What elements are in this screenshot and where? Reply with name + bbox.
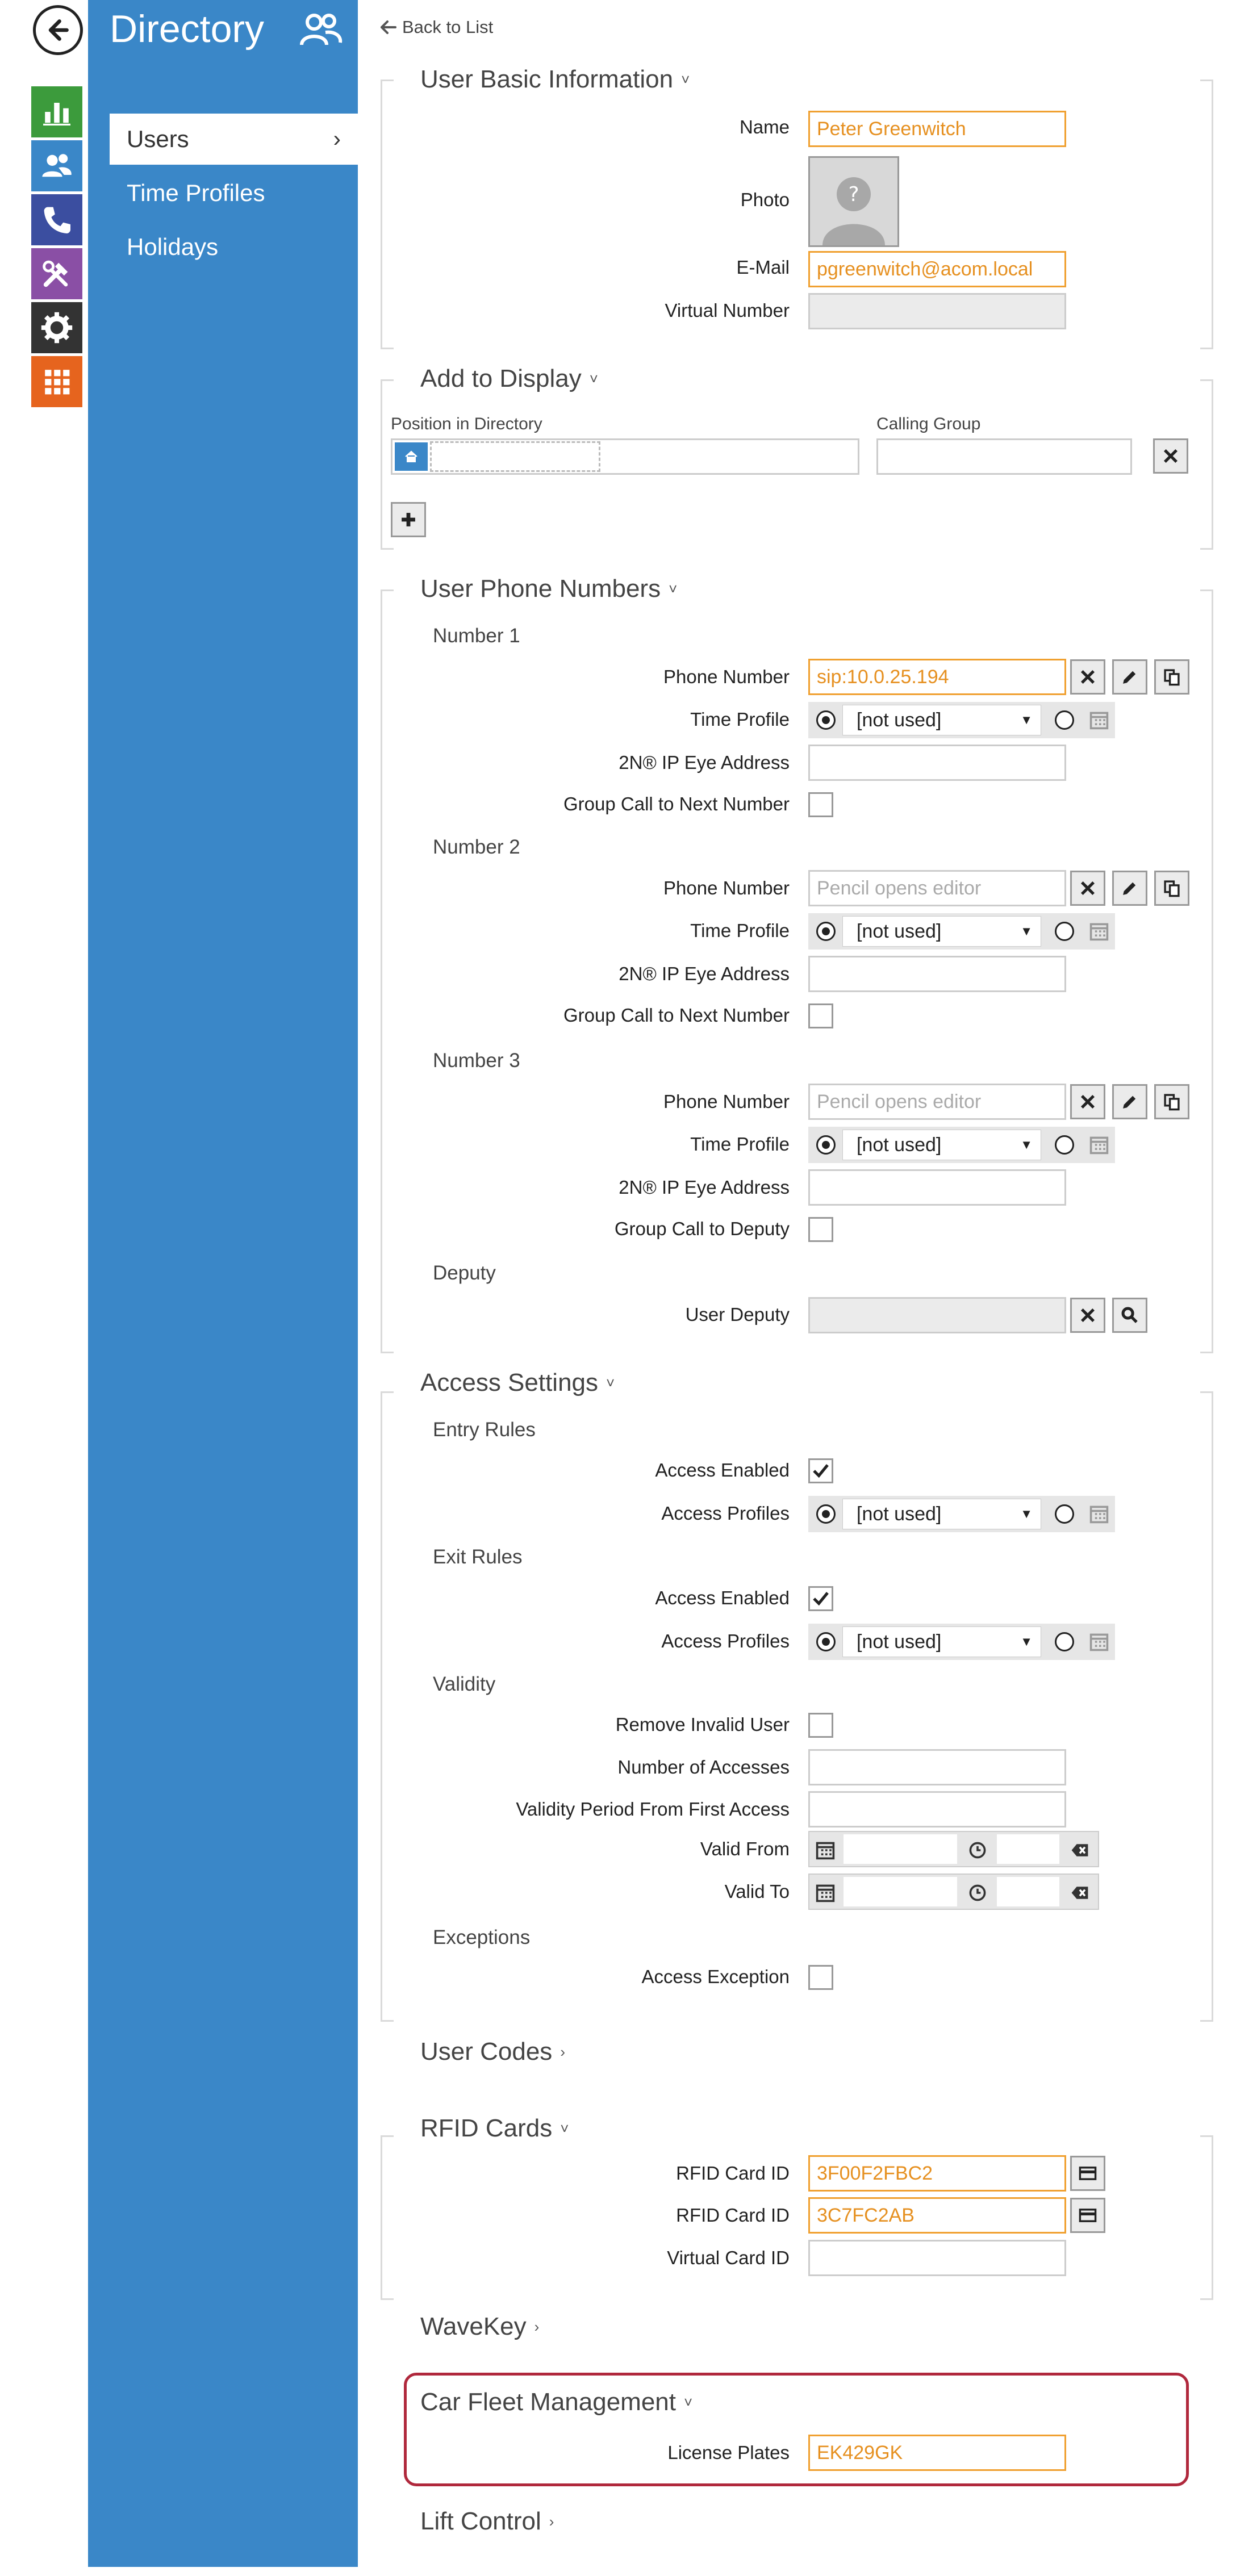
section-access-title[interactable]: Access Settings ˅ bbox=[420, 1369, 615, 1396]
copy-icon bbox=[1162, 879, 1181, 898]
virtual-card-input[interactable] bbox=[808, 2240, 1066, 2276]
home-icon bbox=[403, 449, 419, 465]
time-profile-2-select[interactable]: [not used] ▼ bbox=[842, 916, 1041, 947]
clear-calling-group-button[interactable] bbox=[1153, 438, 1188, 474]
calling-group-input[interactable] bbox=[876, 438, 1132, 475]
validity-title: Validity bbox=[433, 1673, 496, 1695]
eye-address-label: 2N® IP Eye Address bbox=[619, 963, 790, 984]
time-profile-label: Time Profile bbox=[690, 1134, 790, 1155]
clear-phone-2-button[interactable] bbox=[1070, 871, 1105, 906]
card-icon bbox=[1078, 2164, 1097, 2183]
entry-profiles-radio-select[interactable] bbox=[816, 1504, 836, 1524]
sidebar-item-label: Users bbox=[127, 126, 189, 152]
valid-to-date-input[interactable] bbox=[844, 1877, 957, 1906]
license-plates-label: License Plates bbox=[667, 2442, 790, 2463]
phone-rail-button[interactable] bbox=[31, 194, 82, 245]
directory-rail-button[interactable] bbox=[31, 140, 82, 191]
rfid-card-1-input[interactable]: 3F00F2FBC2 bbox=[808, 2155, 1066, 2192]
entry-access-profiles-label: Access Profiles bbox=[661, 1503, 790, 1524]
add-display-button[interactable] bbox=[391, 502, 426, 537]
entry-rules-title: Entry Rules bbox=[433, 1419, 536, 1441]
time-profile-2-radio-calendar[interactable] bbox=[1055, 922, 1074, 941]
remove-invalid-checkbox[interactable] bbox=[808, 1713, 833, 1738]
calendar-icon bbox=[1089, 921, 1109, 942]
phone-number-2-input[interactable]: Pencil opens editor bbox=[808, 870, 1066, 906]
access-exception-checkbox[interactable] bbox=[808, 1965, 833, 1990]
entry-access-profiles-control bbox=[808, 1496, 1115, 1532]
drop-slot bbox=[430, 441, 600, 472]
chevron-right-icon: › bbox=[333, 126, 341, 152]
phone-number-3-input[interactable]: Pencil opens editor bbox=[808, 1084, 1066, 1120]
sidebar-item-label: Time Profiles bbox=[127, 179, 265, 206]
entry-profiles-radio-calendar[interactable] bbox=[1055, 1504, 1074, 1524]
clear-backspace-icon[interactable] bbox=[1070, 1840, 1090, 1860]
entry-access-enabled-checkbox[interactable] bbox=[808, 1458, 833, 1483]
eye-address-label: 2N® IP Eye Address bbox=[619, 1177, 790, 1198]
chevron-right-icon: › bbox=[549, 2512, 554, 2530]
license-plates-input[interactable]: EK429GK bbox=[808, 2435, 1066, 2471]
copy-phone-1-button[interactable] bbox=[1154, 659, 1189, 695]
section-lift-title[interactable]: Lift Control › bbox=[420, 2507, 554, 2535]
chevron-down-icon: ˅ bbox=[606, 1374, 615, 1391]
tools-icon bbox=[39, 256, 75, 292]
users-icon bbox=[39, 148, 75, 184]
dropdown-arrow-icon: ▼ bbox=[1020, 713, 1033, 727]
exit-access-profiles-label: Access Profiles bbox=[661, 1630, 790, 1651]
copy-phone-2-button[interactable] bbox=[1154, 871, 1189, 906]
home-chip bbox=[395, 442, 428, 471]
clear-deputy-button[interactable] bbox=[1070, 1298, 1105, 1333]
clear-phone-3-button[interactable] bbox=[1070, 1084, 1105, 1119]
time-profile-3-control bbox=[808, 1127, 1115, 1163]
copy-icon bbox=[1162, 667, 1181, 687]
svg-text:?: ? bbox=[848, 183, 859, 206]
number-1-title: Number 1 bbox=[433, 625, 520, 647]
time-profile-1-radio-calendar[interactable] bbox=[1055, 710, 1074, 730]
time-profile-label: Time Profile bbox=[690, 920, 790, 941]
checkmark-icon bbox=[811, 1461, 830, 1481]
gear-icon bbox=[39, 310, 75, 346]
position-input[interactable] bbox=[391, 438, 859, 475]
virtual-number-label: Virtual Number bbox=[665, 300, 790, 321]
section-codes-title[interactable]: User Codes › bbox=[420, 2038, 565, 2065]
phone-number-label: Phone Number bbox=[663, 877, 790, 898]
chevron-right-icon: › bbox=[534, 2318, 540, 2335]
chevron-down-icon: ˅ bbox=[589, 370, 598, 387]
section-fleet-title[interactable]: Car Fleet Management ˅ bbox=[420, 2388, 693, 2416]
phone-icon bbox=[39, 202, 75, 238]
sidebar-title: Directory bbox=[110, 7, 265, 51]
position-label: Position in Directory bbox=[391, 415, 542, 433]
dropdown-arrow-icon: ▼ bbox=[1020, 1507, 1033, 1521]
rfid-card-1-label: RFID Card ID bbox=[676, 2163, 790, 2184]
read-card-2-button[interactable] bbox=[1070, 2198, 1105, 2233]
pencil-icon bbox=[1120, 667, 1139, 687]
close-icon bbox=[1078, 667, 1097, 687]
time-profile-2-radio-select[interactable] bbox=[816, 922, 836, 941]
exit-rules-title: Exit Rules bbox=[433, 1546, 523, 1568]
user-deputy-input bbox=[808, 1297, 1066, 1333]
tools-rail-button[interactable] bbox=[31, 248, 82, 299]
sidebar-item-label: Holidays bbox=[127, 233, 219, 260]
search-icon bbox=[1120, 1306, 1139, 1325]
valid-to-label: Valid To bbox=[724, 1881, 790, 1902]
sidebar bbox=[88, 0, 358, 2567]
time-profile-3-radio-select[interactable] bbox=[816, 1135, 836, 1155]
section-wavekey-title[interactable]: WaveKey › bbox=[420, 2312, 540, 2340]
status-rail-button[interactable] bbox=[31, 86, 82, 137]
clear-backspace-icon[interactable] bbox=[1070, 1883, 1090, 1903]
main-content bbox=[358, 0, 1236, 2576]
clock-icon[interactable] bbox=[967, 1840, 988, 1860]
checkmark-icon bbox=[811, 1589, 830, 1608]
valid-from-time-input[interactable] bbox=[997, 1834, 1059, 1864]
sidebar-item-holidays[interactable] bbox=[110, 221, 358, 273]
number-of-accesses-label: Number of Accesses bbox=[617, 1757, 790, 1778]
deputy-title: Deputy bbox=[433, 1262, 496, 1284]
grid-icon bbox=[39, 363, 75, 400]
exit-access-profiles-control bbox=[808, 1624, 1115, 1660]
card-icon bbox=[1078, 2206, 1097, 2225]
edit-phone-2-button[interactable] bbox=[1112, 871, 1147, 906]
photo-placeholder[interactable] bbox=[808, 156, 899, 247]
time-profile-label: Time Profile bbox=[690, 709, 790, 730]
clear-phone-1-button[interactable] bbox=[1070, 659, 1105, 695]
section-rfid-title[interactable]: RFID Cards ˅ bbox=[420, 2114, 569, 2142]
validity-period-input[interactable] bbox=[808, 1791, 1066, 1828]
copy-phone-3-button[interactable] bbox=[1154, 1084, 1189, 1119]
phone-number-label: Phone Number bbox=[663, 666, 790, 687]
number-of-accesses-input[interactable] bbox=[808, 1749, 1066, 1785]
pencil-icon bbox=[1120, 1092, 1139, 1111]
time-profile-3-select[interactable]: [not used] ▼ bbox=[842, 1130, 1041, 1160]
group-call-deputy-label: Group Call to Deputy bbox=[614, 1218, 790, 1239]
apps-rail-button[interactable] bbox=[31, 356, 82, 407]
chevron-right-icon: › bbox=[560, 2043, 565, 2060]
eye-address-2-input[interactable] bbox=[808, 956, 1066, 992]
name-input[interactable]: Peter Greenwitch bbox=[808, 111, 1066, 147]
exit-access-enabled-label: Access Enabled bbox=[655, 1587, 790, 1608]
edit-phone-3-button[interactable] bbox=[1112, 1084, 1147, 1119]
copy-icon bbox=[1162, 1092, 1181, 1111]
email-label: E-Mail bbox=[736, 257, 790, 278]
validity-period-label: Validity Period From First Access bbox=[516, 1799, 790, 1820]
plus-icon bbox=[399, 510, 418, 529]
eye-address-3-input[interactable] bbox=[808, 1169, 1066, 1206]
clock-icon[interactable] bbox=[967, 1883, 988, 1903]
photo-label: Photo bbox=[740, 189, 790, 210]
name-label: Name bbox=[739, 116, 790, 137]
exit-access-enabled-checkbox[interactable] bbox=[808, 1586, 833, 1611]
time-profile-1-control bbox=[808, 702, 1115, 738]
chevron-down-icon: ˅ bbox=[669, 580, 678, 597]
section-display-title[interactable]: Add to Display ˅ bbox=[420, 365, 598, 392]
bar-chart-icon bbox=[39, 94, 75, 130]
users-icon bbox=[298, 10, 344, 50]
group-call-1-checkbox[interactable] bbox=[808, 792, 833, 817]
dropdown-arrow-icon: ▼ bbox=[1020, 1138, 1033, 1152]
exit-profiles-radio-calendar[interactable] bbox=[1055, 1632, 1074, 1651]
eye-address-1-input[interactable] bbox=[808, 745, 1066, 781]
calling-group-label: Calling Group bbox=[876, 415, 981, 433]
calendar-icon bbox=[1089, 1504, 1109, 1524]
email-input[interactable]: pgreenwitch@acom.local bbox=[808, 251, 1066, 287]
group-call-2-checkbox[interactable] bbox=[808, 1003, 833, 1028]
dropdown-arrow-icon: ▼ bbox=[1020, 1634, 1033, 1649]
chevron-down-icon: ˅ bbox=[560, 2119, 569, 2137]
calendar-icon[interactable] bbox=[815, 1883, 836, 1903]
group-call-deputy-checkbox[interactable] bbox=[808, 1217, 833, 1242]
settings-rail-button[interactable] bbox=[31, 302, 82, 353]
calendar-icon bbox=[1089, 1135, 1109, 1155]
read-card-1-button[interactable] bbox=[1070, 2156, 1105, 2191]
phone-number-1-input[interactable]: sip:10.0.25.194 bbox=[808, 659, 1066, 695]
exit-profiles-select[interactable]: [not used] ▼ bbox=[842, 1626, 1041, 1657]
chevron-down-icon: ˅ bbox=[684, 2393, 693, 2411]
valid-from-control bbox=[808, 1831, 1099, 1867]
icon-rail bbox=[0, 0, 88, 2576]
group-call-label: Group Call to Next Number bbox=[563, 793, 790, 814]
eye-address-label: 2N® IP Eye Address bbox=[619, 752, 790, 773]
number-3-title: Number 3 bbox=[433, 1049, 520, 1072]
calendar-icon[interactable] bbox=[815, 1840, 836, 1860]
dropdown-arrow-icon: ▼ bbox=[1020, 924, 1033, 938]
valid-to-time-input[interactable] bbox=[997, 1877, 1059, 1906]
virtual-card-label: Virtual Card ID bbox=[667, 2247, 790, 2268]
remove-invalid-label: Remove Invalid User bbox=[615, 1714, 790, 1735]
valid-to-control bbox=[808, 1874, 1099, 1910]
time-profile-3-radio-calendar[interactable] bbox=[1055, 1135, 1074, 1155]
rfid-card-2-input[interactable]: 3C7FC2AB bbox=[808, 2197, 1066, 2234]
person-silhouette-icon bbox=[817, 166, 891, 245]
number-2-title: Number 2 bbox=[433, 836, 520, 858]
group-call-label: Group Call to Next Number bbox=[563, 1005, 790, 1026]
calendar-icon bbox=[1089, 1632, 1109, 1652]
valid-from-date-input[interactable] bbox=[844, 1834, 957, 1864]
entry-profiles-select[interactable]: [not used] ▼ bbox=[842, 1499, 1041, 1529]
back-arrow-icon bbox=[381, 20, 396, 35]
close-icon bbox=[1078, 1092, 1097, 1111]
exceptions-title: Exceptions bbox=[433, 1926, 531, 1948]
access-exception-label: Access Exception bbox=[641, 1966, 790, 1987]
arrow-left-icon bbox=[43, 15, 73, 45]
search-deputy-button[interactable] bbox=[1112, 1298, 1147, 1333]
close-icon bbox=[1078, 1306, 1097, 1325]
valid-from-label: Valid From bbox=[700, 1838, 790, 1859]
virtual-number-input bbox=[808, 293, 1066, 329]
edit-phone-1-button[interactable] bbox=[1112, 659, 1147, 695]
back-arrow-button[interactable] bbox=[33, 5, 83, 55]
sidebar-item-time-profiles[interactable] bbox=[110, 168, 358, 219]
rfid-card-2-label: RFID Card ID bbox=[676, 2205, 790, 2226]
exit-profiles-radio-select[interactable] bbox=[816, 1632, 836, 1651]
phone-number-label: Phone Number bbox=[663, 1091, 790, 1112]
sidebar-item-users[interactable] bbox=[110, 114, 358, 165]
close-icon bbox=[1161, 446, 1180, 466]
time-profile-1-radio-select[interactable] bbox=[816, 710, 836, 730]
user-deputy-label: User Deputy bbox=[685, 1304, 790, 1325]
time-profile-2-control bbox=[808, 913, 1115, 950]
section-basic-title[interactable]: User Basic Information ˅ bbox=[420, 65, 690, 93]
calendar-icon bbox=[1089, 710, 1109, 730]
entry-access-enabled-label: Access Enabled bbox=[655, 1460, 790, 1481]
close-icon bbox=[1078, 879, 1097, 898]
section-phones-title[interactable]: User Phone Numbers ˅ bbox=[420, 575, 678, 603]
chevron-down-icon: ˅ bbox=[681, 70, 690, 88]
back-to-list-link[interactable]: Back to List bbox=[381, 17, 493, 37]
pencil-icon bbox=[1120, 879, 1139, 898]
time-profile-1-select[interactable]: [not used] ▼ bbox=[842, 705, 1041, 735]
